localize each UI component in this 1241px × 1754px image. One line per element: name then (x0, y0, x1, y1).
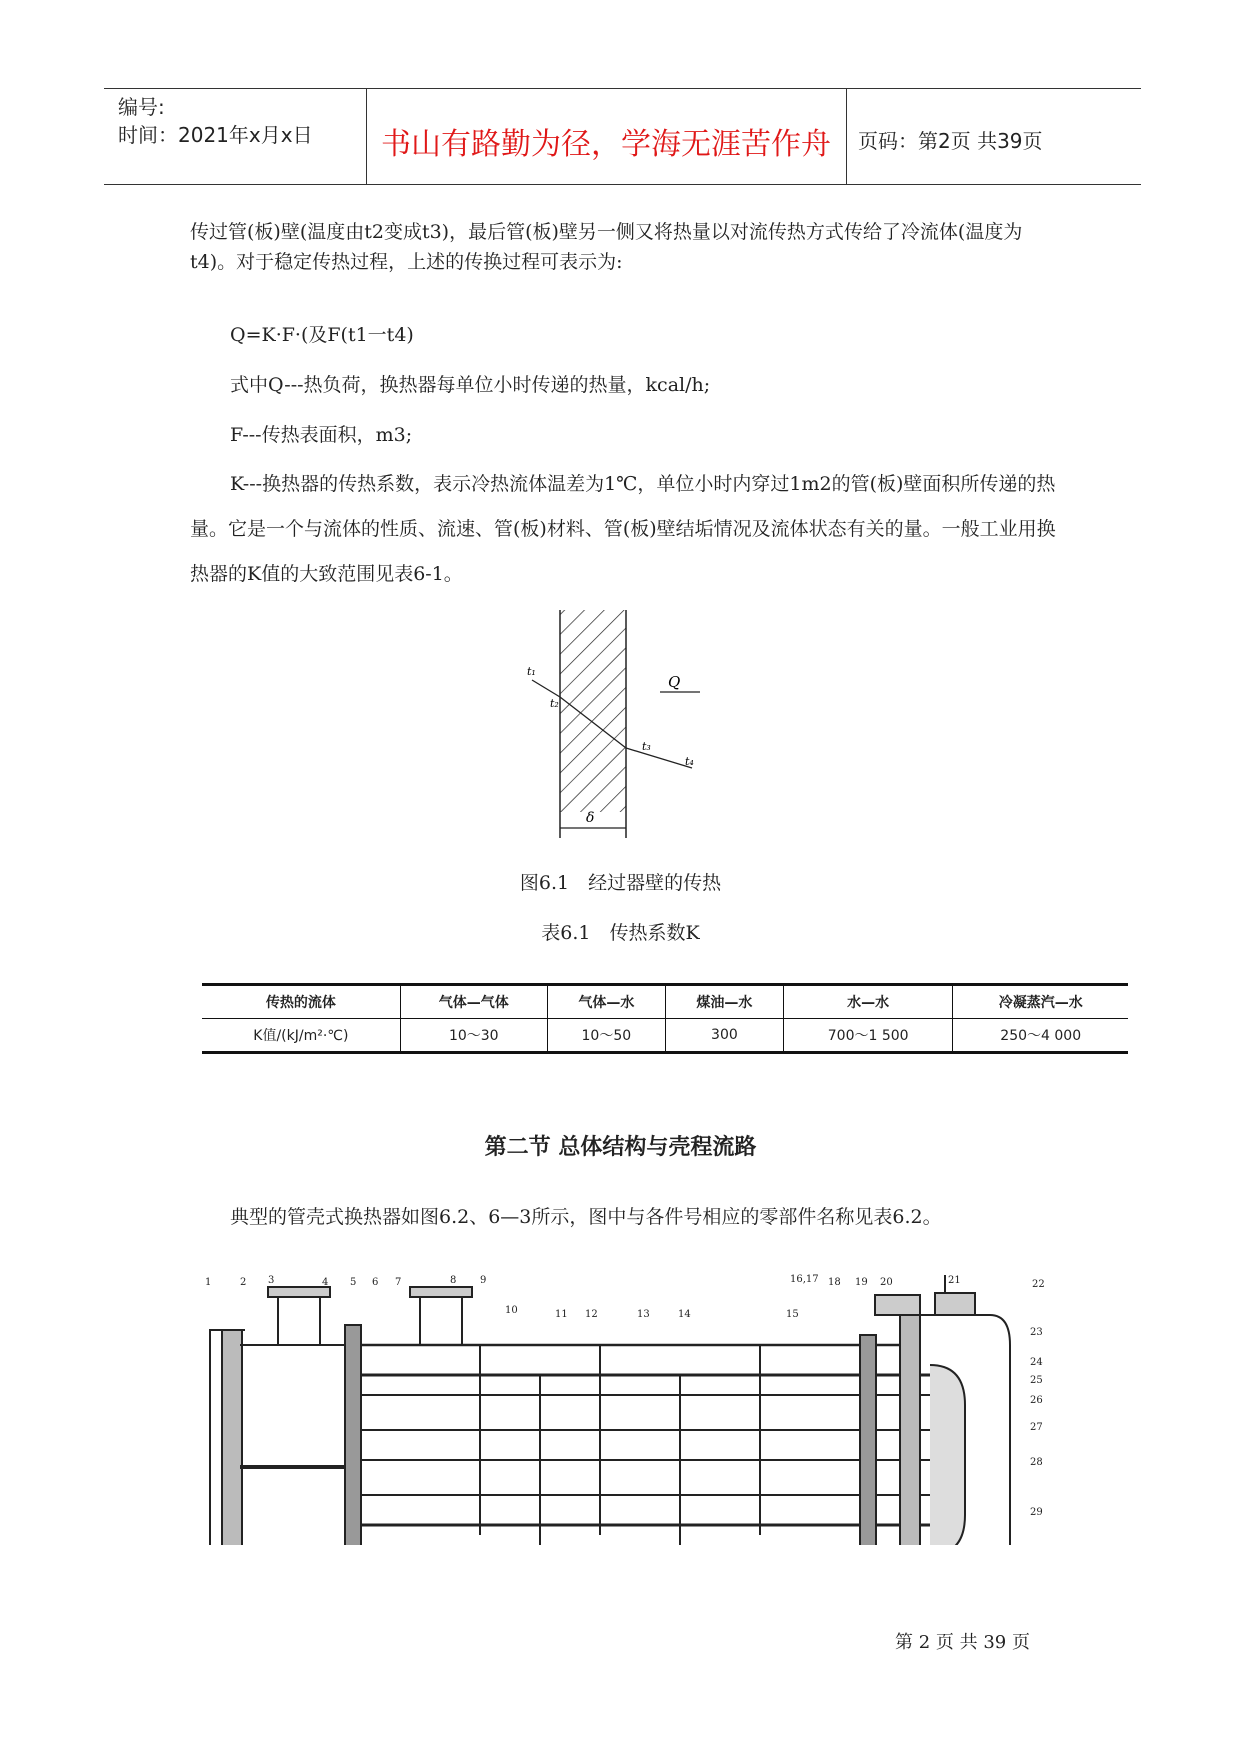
part-label: 21 (948, 1275, 961, 1286)
figure-wall-heat-transfer (0, 600, 1241, 860)
table-caption: 表6.1 传热系数K (541, 922, 700, 944)
part-label: 24 (1030, 1357, 1043, 1368)
part-label: 27 (1030, 1422, 1043, 1433)
part-label: 18 (828, 1277, 841, 1288)
label-t4: t₄ (685, 755, 694, 768)
label-t1: t₁ (527, 665, 536, 678)
definition-k: K---换热器的传热系数，表示冷热流体温差为1℃，单位小时内穿过1m2的管(板)壁面积所传递的热量。它是一个与流体的性质、流速、管(板)材料、管(板)壁结垢情况及流体状态有关的量。一般工业用换热器的K值的大致范围见表6-1。 (190, 473, 1056, 585)
part-label: 3 (268, 1275, 275, 1286)
table-header-cell: 气体—气体 (400, 985, 547, 1019)
part-label: 23 (1030, 1327, 1043, 1338)
tube-sheet-left (345, 1325, 361, 1545)
figure-shell-tube-exchanger (0, 1255, 1241, 1545)
label-t3: t₃ (642, 740, 651, 753)
part-label: 11 (555, 1309, 568, 1320)
part-label: 7 (395, 1277, 402, 1288)
part-label: 15 (786, 1309, 799, 1320)
heat-transfer-coefficient-table (202, 983, 1128, 1054)
tube-sheet-right (860, 1335, 876, 1545)
label-delta: δ (586, 810, 595, 826)
table-cell: 300 (665, 1019, 783, 1053)
part-label: 28 (1030, 1457, 1043, 1468)
wall-hatch (560, 610, 626, 812)
part-label: 1 (205, 1277, 212, 1288)
table-cell: K值/(kJ/m²·℃) (202, 1019, 400, 1053)
motto: 书山有路勤为径，学海无涯苦作舟 (381, 127, 831, 162)
label-t2: t₂ (550, 697, 559, 710)
table-header-cell: 水—水 (783, 985, 952, 1019)
label-q: Q (668, 673, 681, 691)
floating-head-cover (930, 1365, 965, 1545)
page-number-label: 页码：第2页 共39页 (858, 129, 1043, 153)
figure-caption: 图6.1 经过器壁的传热 (519, 872, 722, 894)
part-label: 13 (637, 1309, 650, 1320)
part-label: 6 (372, 1277, 379, 1288)
table-header-cell: 传热的流体 (202, 985, 400, 1019)
part-label: 8 (450, 1275, 457, 1286)
part-label: 20 (880, 1277, 893, 1288)
part-label: 5 (350, 1277, 357, 1288)
page-header (104, 88, 1141, 185)
doc-time-label: 时间：2021年x月x日 (118, 123, 313, 147)
part-label: 9 (480, 1275, 487, 1286)
table-header-cell: 气体—水 (547, 985, 665, 1019)
table-row (202, 1019, 1128, 1053)
formula: Q=K·F·(及F(t1一t4) (230, 324, 414, 346)
header-page-cell (846, 89, 1141, 184)
part-label: 19 (855, 1277, 868, 1288)
left-cover-plate (222, 1330, 242, 1545)
table-cell: 700～1 500 (783, 1019, 952, 1053)
part-label: 12 (585, 1309, 598, 1320)
part-label: 14 (678, 1309, 691, 1320)
table-header-row (202, 985, 1128, 1019)
header-meta (104, 89, 367, 184)
part-label: 2 (240, 1277, 247, 1288)
table-header-cell: 煤油—水 (665, 985, 783, 1019)
table-header-cell: 冷凝蒸汽—水 (953, 985, 1128, 1019)
nozzle-top-left (278, 1295, 320, 1345)
section-title: 第二节 总体结构与壳程流路 (484, 1135, 757, 1160)
definition-q: 式中Q---热负荷，换热器每单位小时传递的热量，kcal/h; (230, 374, 711, 396)
doc-number-label: 编号: (118, 95, 165, 119)
table-cell: 10～50 (547, 1019, 665, 1053)
part-label: 26 (1030, 1395, 1043, 1406)
part-label: 29 (1030, 1507, 1043, 1518)
part-label: 4 (322, 1277, 329, 1288)
table-cell: 10～30 (400, 1019, 547, 1053)
part-label: 10 (505, 1305, 518, 1316)
temp-line-cold-film (626, 748, 692, 768)
table-cell: 250～4 000 (953, 1019, 1128, 1053)
nozzle-top-shell (420, 1295, 462, 1345)
part-label: 25 (1030, 1375, 1043, 1386)
paragraph-heat-transfer: 传过管(板)壁(温度由t2变成t3)，最后管(板)壁另一侧又将热量以对流传热方式传给了冷流体(温度为t4)。对于稳定传热过程，上述的传换过程可表示为: (190, 221, 1023, 273)
page-footer: 第 2 页 共 39 页 (895, 1632, 1030, 1653)
header-motto-cell (366, 89, 847, 184)
part-label: 22 (1032, 1279, 1045, 1290)
definition-f: F---传热表面积，m3; (230, 424, 413, 446)
paragraph-exchanger-intro: 典型的管壳式换热器如图6.2、6—3所示，图中与各件号相应的零部件名称见表6.2。 (230, 1206, 942, 1228)
temp-line-hot-film (532, 680, 560, 697)
part-label: 16,17 (790, 1274, 819, 1285)
